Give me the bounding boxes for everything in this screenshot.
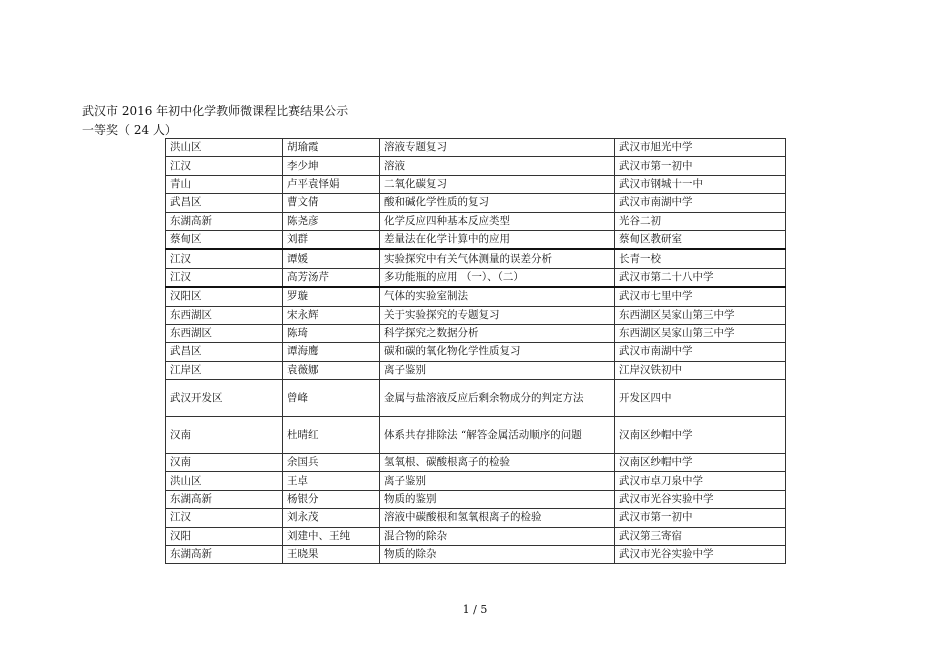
cell-district: 江岸区 [166,361,283,379]
cell-topic: 化学反应四种基本反应类型 [380,212,615,230]
cell-district: 汉阳 [166,527,283,545]
cell-school: 武汉第三寄宿 [615,527,786,545]
cell-topic: 离子鉴别 [380,361,615,379]
table-row [166,306,786,324]
cell-name: 宋永辉 [283,306,380,324]
cell-name: 袁薇娜 [283,361,380,379]
table-row [166,324,786,342]
cell-name: 陈尧彦 [283,212,380,230]
table-row [166,139,786,157]
cell-name: 李少坤 [283,157,380,175]
cell-district: 东西湖区 [166,306,283,324]
table-row [166,472,786,490]
cell-name: 罗璇 [283,287,380,306]
cell-district: 武汉开发区 [166,380,283,417]
cell-school: 武汉市第二十八中学 [615,268,786,287]
cell-school: 长青一校 [615,249,786,268]
cell-district: 东湖高新 [166,490,283,508]
cell-school: 光谷二初 [615,212,786,230]
table-row [166,157,786,175]
cell-district: 东西湖区 [166,324,283,342]
cell-name: 高芳汤芹 [283,268,380,287]
cell-school: 江岸汉铁初中 [615,361,786,379]
cell-topic: 碳和碳的氧化物化学性质复习 [380,343,615,361]
cell-district: 江汉 [166,268,283,287]
cell-district: 蔡甸区 [166,230,283,249]
cell-name: 曾峰 [283,380,380,417]
cell-district: 江汉 [166,157,283,175]
cell-school: 武汉市旭光中学 [615,139,786,157]
cell-school: 武汉市钢城十一中 [615,175,786,193]
cell-name: 谭媛 [283,249,380,268]
cell-school: 蔡甸区教研室 [615,230,786,249]
cell-topic: 体系共存排除法 “解答金属活动顺序的问题 [380,417,615,454]
table-row [166,343,786,361]
document-title: 武汉市 2016 年初中化学教师微课程比赛结果公示 [82,104,349,118]
cell-district: 武昌区 [166,343,283,361]
table-row [166,509,786,527]
cell-topic: 差量法在化学计算中的应用 [380,230,615,249]
table-row [166,212,786,230]
table-row [166,194,786,212]
results-table [165,138,786,564]
cell-school: 武汉市第一初中 [615,157,786,175]
table-row [166,490,786,508]
cell-district: 洪山区 [166,472,283,490]
cell-topic: 多功能瓶的应用 （一）、（二） [380,268,615,287]
table-row [166,546,786,564]
table-row [166,417,786,454]
cell-name: 卢平袁怿娟 [283,175,380,193]
cell-name: 胡瑜霞 [283,139,380,157]
cell-district: 江汉 [166,249,283,268]
cell-name: 杨银分 [283,490,380,508]
table-row [166,287,786,306]
cell-topic: 离子鉴别 [380,472,615,490]
cell-school: 武汉市七里中学 [615,287,786,306]
cell-school: 东西湖区吴家山第三中学 [615,324,786,342]
cell-name: 王晓果 [283,546,380,564]
results-table-body [166,139,786,564]
cell-topic: 二氧化碳复习 [380,175,615,193]
cell-district: 武昌区 [166,194,283,212]
table-row [166,230,786,249]
table-row [166,454,786,472]
table-row [166,361,786,379]
table-row [166,380,786,417]
cell-district: 汉阳区 [166,287,283,306]
cell-school: 武汉市卓刀泉中学 [615,472,786,490]
cell-school: 开发区四中 [615,380,786,417]
cell-district: 汉南 [166,417,283,454]
cell-topic: 实验探究中有关气体测量的误差分析 [380,249,615,268]
cell-district: 江汉 [166,509,283,527]
cell-topic: 溶液中碳酸根和氢氧根离子的检验 [380,509,615,527]
award-level-heading: 一等奖（ 24 人） [82,123,177,137]
cell-topic: 氢氧根、碳酸根离子的检验 [380,454,615,472]
table-row [166,527,786,545]
cell-school: 武汉市第一初中 [615,509,786,527]
cell-school: 武汉市南湖中学 [615,343,786,361]
cell-district: 东湖高新 [166,212,283,230]
cell-name: 刘永茂 [283,509,380,527]
cell-school: 武汉市光谷实验中学 [615,546,786,564]
cell-name: 刘群 [283,230,380,249]
page-number: 1 / 5 [462,603,488,616]
cell-topic: 关于实验探究的专题复习 [380,306,615,324]
cell-name: 王卓 [283,472,380,490]
cell-school: 东西湖区吴家山第三中学 [615,306,786,324]
cell-district: 汉南 [166,454,283,472]
cell-name: 曹文倩 [283,194,380,212]
cell-name: 陈琦 [283,324,380,342]
cell-topic: 科学探究之数据分析 [380,324,615,342]
cell-district: 青山 [166,175,283,193]
cell-name: 余国兵 [283,454,380,472]
cell-topic: 混合物的除杂 [380,527,615,545]
cell-topic: 溶液专题复习 [380,139,615,157]
table-row [166,175,786,193]
cell-school: 武汉市光谷实验中学 [615,490,786,508]
table-row [166,249,786,268]
cell-district: 东湖高新 [166,546,283,564]
cell-topic: 金属与盐溶液反应后剩余物成分的判定方法 [380,380,615,417]
cell-topic: 溶液 [380,157,615,175]
cell-school: 汉南区纱帽中学 [615,417,786,454]
cell-name: 杜晴红 [283,417,380,454]
cell-name: 刘建中、王纯 [283,527,380,545]
cell-topic: 物质的鉴别 [380,490,615,508]
cell-topic: 酸和碱化学性质的复习 [380,194,615,212]
table-row [166,268,786,287]
cell-topic: 气体的实验室制法 [380,287,615,306]
cell-name: 谭海鹰 [283,343,380,361]
cell-topic: 物质的除杂 [380,546,615,564]
cell-school: 武汉市南湖中学 [615,194,786,212]
cell-district: 洪山区 [166,139,283,157]
cell-school: 汉南区纱帽中学 [615,454,786,472]
